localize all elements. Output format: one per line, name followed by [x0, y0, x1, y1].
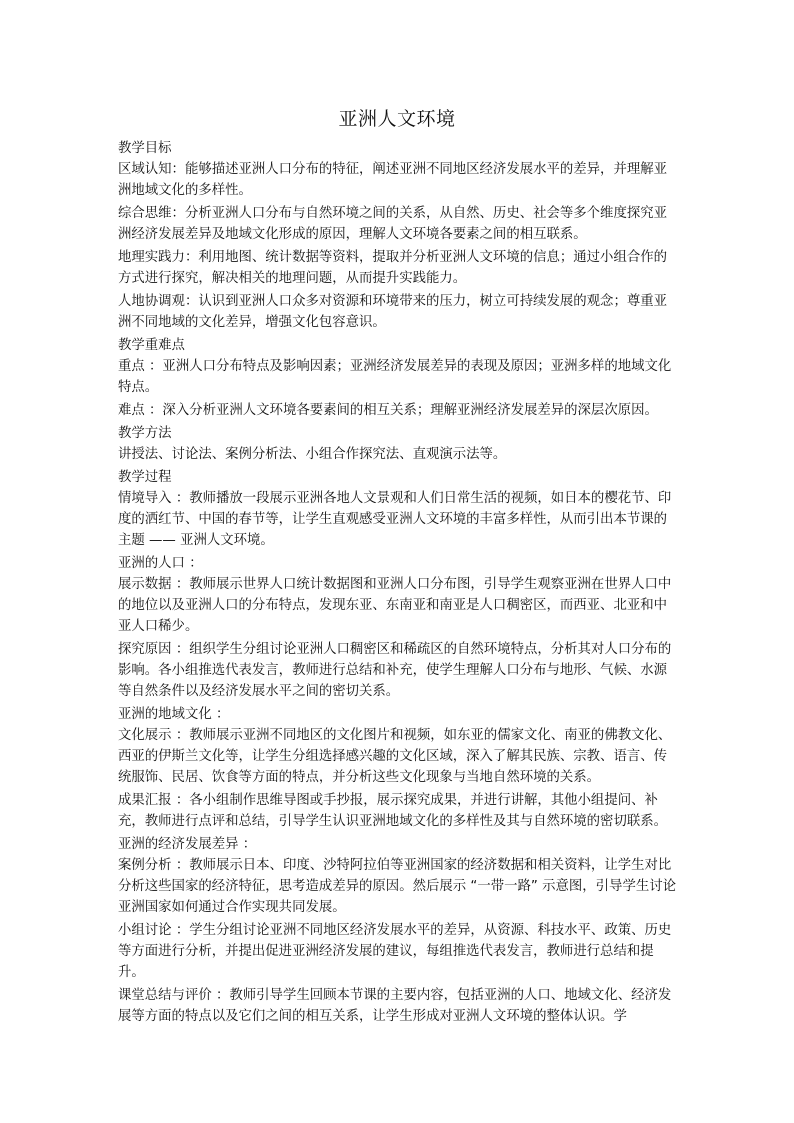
document-body [118, 138, 678, 1029]
paragraph: 探究原因 ：组织学生分组讨论亚洲人口稠密区和稀疏区的自然环境特点，分析其对人口分布的影响。各小组推选代表发言，教师进行总结和补充，使学生理解人口分布与地形、气候、水源等自然条件以及经济发展水平之间的密切关系。 [118, 642, 672, 699]
paragraph: 文化展示 ：教师展示亚洲不同地区的文化图片和视频，如东亚的儒家文化、南亚的佛教文化、西亚的伊斯兰文化等，让学生分组选择感兴趣的文化区域，深入了解其民族、宗教、语言、传统服饰、民居、饮食等方面的特点，并分析这些文化现象与当地自然环境的关系。 [118, 728, 672, 785]
paragraph: 展示数据 ：教师展示世界人口统计数据图和亚洲人口分布图，引导学生观察亚洲在世界人口中的地位以及亚洲人口的分布特点，发现东亚、东南亚和南亚是人口稠密区，而西亚、北亚和中亚人口稀少。 [118, 577, 672, 634]
document-title: 亚洲人文环境 [338, 108, 456, 130]
paragraph: 小组讨论 ：学生分组讨论亚洲不同地区经济发展水平的差异，从资源、科技水平、政策、历史等方面进行分析，并提出促进亚洲经济发展的建议，每组推选代表发言，教师进行总结和提升。 [118, 923, 672, 980]
section-heading: 亚洲的地域文化 ： [118, 707, 230, 722]
paragraph: 成果汇报 ：各小组制作思维导图或手抄报，展示探究成果，并进行讲解，其他小组提问、补充，教师进行点评和总结，引导学生认识亚洲地域文化的多样性及其与自然环境的密切联系。 [118, 793, 668, 829]
paragraph: 地理实践力：利用地图、统计数据等资料，提取并分析亚洲人文环境的信息；通过小组合作的方式进行探究，解决相关的地理问题，从而提升实践能力。 [118, 250, 668, 286]
paragraph: 情境导入 ：教师播放一段展示亚洲各地人文景观和人们日常生活的视频，如日本的樱花节、印度的洒红节、中国的春节等，让学生直观感受亚洲人文环境的丰富多样性，从而引出本节课的主题 —— 亚洲人文环境。 [118, 491, 672, 548]
section-heading: 教学方法 [118, 426, 172, 441]
paragraph: 案例分析 ：教师展示日本、印度、沙特阿拉伯等亚洲国家的经济数据和相关资料，让学生对比分析这些国家的经济特征，思考造成差异的原因。然后展示 “一带一路” 示意图，引导学生讨论亚洲国家如何通过合作实现共同发展。 [118, 858, 677, 915]
paragraph: 重点 ：亚洲人口分布特点及影响因素；亚洲经济发展差异的表现及原因；亚洲多样的地域文化特点。 [118, 359, 672, 395]
paragraph: 区域认知：能够描述亚洲人口分布的特征，阐述亚洲不同地区经济发展水平的差异，并理解亚洲地域文化的多样性。 [118, 162, 668, 198]
paragraph: 讲授法、讨论法、案例分析法、小组合作探究法、直观演示法等。 [118, 447, 507, 462]
paragraph: 课堂总结与评价 ：教师引导学生回顾本节课的主要内容，包括亚洲的人口、地域文化、经济发展等方面的特点以及它们之间的相互关系，让学生形成对亚洲人文环境的整体认识。学 [118, 988, 672, 1024]
paragraph: 综合思维：分析亚洲人口分布与自然环境之间的关系，从自然、历史、社会等多个维度探究亚洲经济发展差异及地域文化形成的原因，理解人文环境各要素之间的相互联系。 [118, 206, 668, 242]
paragraph: 人地协调观：认识到亚洲人口众多对资源和环境带来的压力，树立可持续发展的观念；尊重亚洲不同地域的文化差异，增强文化包容意识。 [118, 294, 668, 330]
section-heading: 教学过程 [118, 470, 172, 485]
section-heading: 教学目标 [118, 141, 172, 156]
section-heading: 亚洲的人口 ： [118, 556, 203, 571]
section-heading: 教学重难点 [118, 338, 185, 353]
section-heading: 亚洲的经济发展差异 ： [118, 837, 257, 852]
paragraph: 难点 ：深入分析亚洲人文环境各要素间的相互关系；理解亚洲经济发展差异的深层次原因。 [118, 403, 658, 418]
